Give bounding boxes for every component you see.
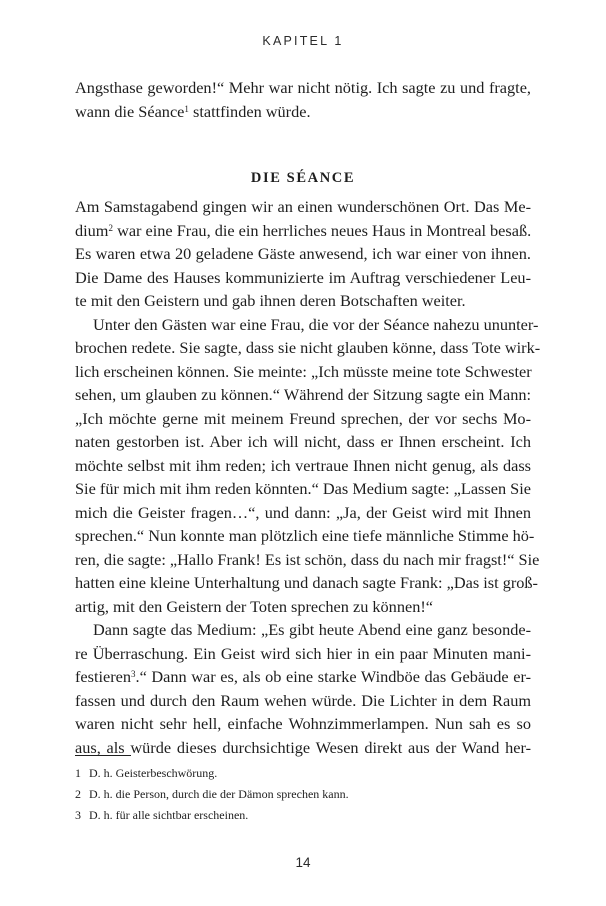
text-line: te mit den Geistern und gab ihnen deren Botschaften weiter.: [75, 291, 466, 310]
footnote-divider: [75, 755, 131, 756]
text-line: dium$^2$ war eine Frau, die ein herrliches neues Haus in Montreal besaß.: [75, 220, 532, 240]
page-number: 14: [295, 855, 311, 870]
running-head: KAPITEL 1: [262, 34, 344, 48]
text-line: artig, mit den Geistern der Toten sprechen zu können!“: [75, 596, 433, 616]
footnote: [75, 784, 531, 805]
text-line: Unter den Gästen war eine Frau, die vor der Séance nahezu ununter-: [93, 314, 539, 334]
footnote-text: D. h. für alle sichtbar erscheinen.: [89, 808, 249, 822]
body-text: [75, 195, 541, 759]
text-line: möchte selbst mit ihm reden; ich vertraue Ihnen nicht genug, als dass: [75, 455, 531, 475]
text-line: Am Samstagabend gingen wir an einen wunderschönen Ort. Das Me-: [75, 197, 531, 216]
text-line: aus, als würde dieses durchsichtige Wesen direkt aus der Wand her-: [75, 737, 531, 757]
text-line: sehen, um glauben zu können.“ Während der Sitzung sagte ein Mann:: [75, 385, 531, 404]
text-line: „Ich möchte gerne mit meinem Freund sprechen, der vor sechs Mo-: [75, 408, 531, 428]
text-line: Angsthase geworden!“ Mehr war nicht nötig. Ich sagte zu und fragte,: [75, 78, 531, 97]
text-line: re Überraschung. Ein Geist wird sich hier in ein paar Minuten mani-: [75, 643, 531, 663]
text-line: hatten eine kleine Unterhaltung und danach sagte Frank: „Das ist groß-: [75, 573, 538, 592]
footnote: [75, 763, 531, 784]
text-line: sprechen.“ Nun konnte man plötzlich eine tiefe männliche Stimme hö-: [75, 526, 535, 545]
text-line: ren, die sagte: „Hallo Frank! Es ist schön, dass du nach mir fragst!“ Sie: [75, 549, 540, 569]
text-line: lich erscheinen können. Sie meinte: „Ich müsste meine tote Schwester: [75, 361, 532, 381]
footnote-ref[interactable]: 3: [131, 669, 136, 679]
footnote-number: 3: [75, 808, 81, 822]
footnote-text: D. h. Geisterbeschwörung.: [89, 766, 218, 780]
footnote-number: 2: [75, 787, 81, 801]
text-line: naten gestorben ist. Aber ich will nicht, dass er Ihnen erscheint. Ich: [75, 432, 531, 451]
footnotes: [75, 763, 531, 826]
opening-paragraph: [75, 76, 531, 123]
footnote-ref[interactable]: 1: [184, 103, 189, 114]
footnote: [75, 805, 531, 826]
footnote-text: D. h. die Person, durch die der Dämon sprechen kann.: [89, 787, 349, 801]
text-line: Dann sagte das Medium: „Es gibt heute Abend eine ganz besonde-: [93, 620, 531, 639]
text-line: mich die Geister fragen…“, und dann: „Ja, der Geist wird mit Ihnen: [75, 502, 531, 522]
section-heading: DIE SÉANCE: [250, 170, 356, 186]
footnote-number: 1: [75, 766, 81, 780]
text-line: brochen redete. Sie sagte, dass sie nicht glauben könne, dass Tote wirk-: [75, 338, 541, 357]
text-line: Sie für mich mit ihm reden könnten.“ Das Medium sagte: „Lassen Sie: [75, 479, 531, 498]
footnote-ref[interactable]: 2: [108, 222, 113, 233]
text-line: Die Dame des Hauses kommunizierte im Auftrag verschiedener Leu-: [75, 267, 531, 287]
text-line: wann die Séance$^1$ stattfinden würde.: [75, 101, 311, 121]
text-line: waren nicht sehr hell, einfache Wohnzimmerlampen. Nun sah es so: [75, 714, 531, 733]
text-line: festieren$^3$.“ Dann war es, als ob eine starke Windböe das Gebäude er-: [75, 667, 531, 686]
text-line: Es waren etwa 20 geladene Gäste anwesend, ich war einer von ihnen.: [75, 244, 531, 263]
text-line: fassen und durch den Raum wehen würde. Die Lichter in dem Raum: [75, 690, 531, 710]
